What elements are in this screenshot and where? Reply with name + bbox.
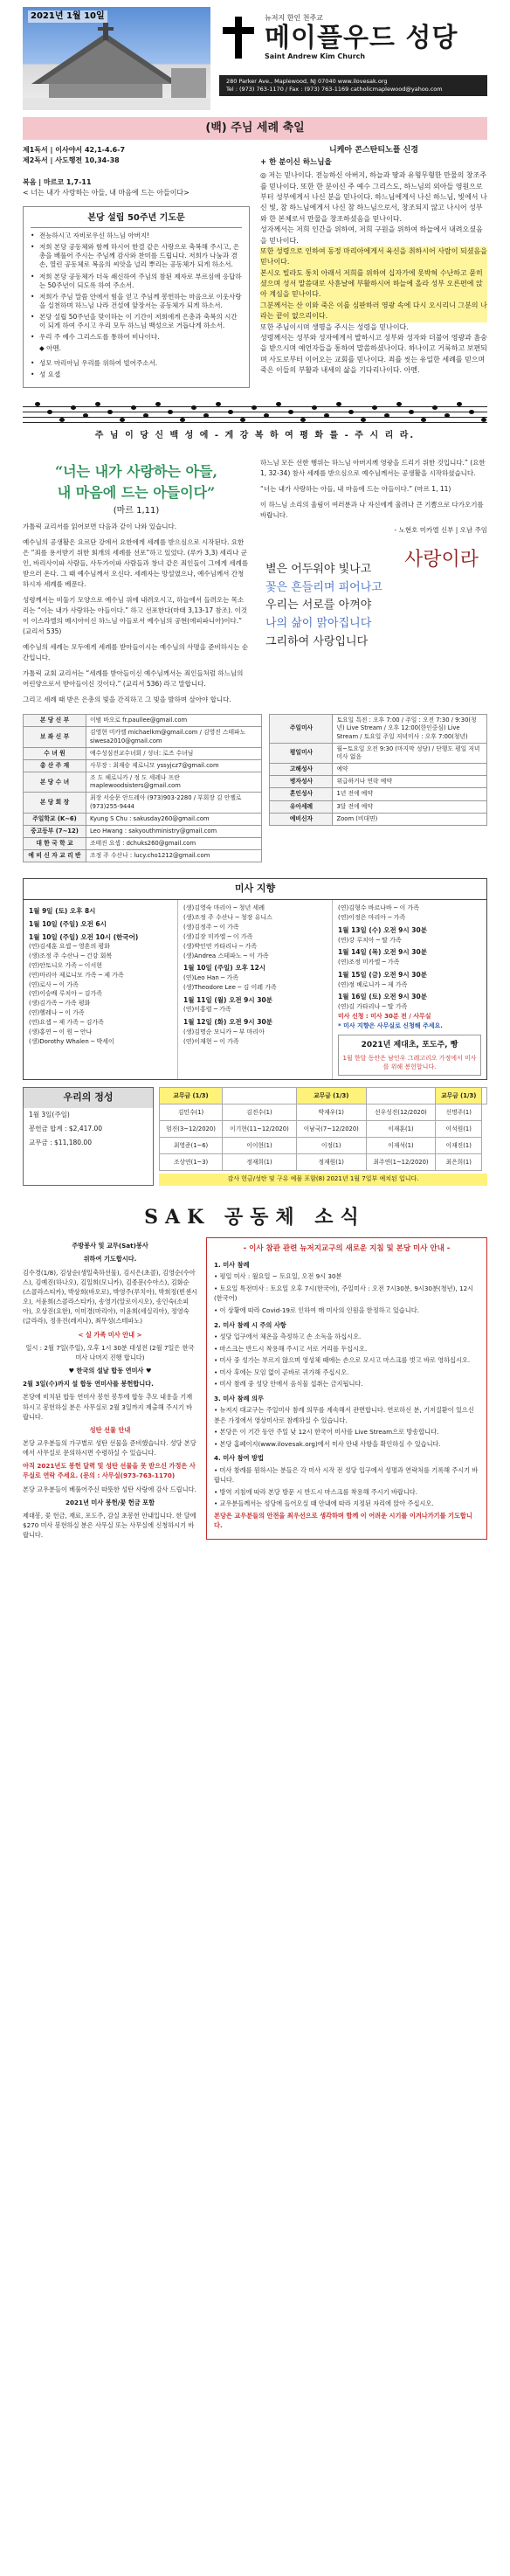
music-note [180,418,185,422]
intention-line: (연)이홍렬 ─ 가족 [183,1006,231,1014]
tithe-cell [482,1088,487,1104]
intention-line: * 미사 지향은 사무실로 신청해 주세요. [338,1021,443,1029]
news-line: 위하여 기도합시다. [83,1255,137,1264]
info-row [270,776,487,788]
intention-line: (연)김형수 바르나바 ─ 이 가족 [338,904,419,912]
intention-line: 1월 16일 (토) 오전 9시 30분 [338,993,427,1001]
calligraphy-art [260,544,487,675]
intention-line: (생)Theodore Lee ─ 김 이레 가족 [183,983,277,991]
news-line: 주방봉사 및 교무(Sat)봉사 [72,1242,148,1250]
intention-line: (연)마리아 제로니모 가족 ─ 제 가족 [29,971,124,979]
music-note [155,402,161,406]
intention-line: 1월 13일 (수) 오전 9시 30분 [338,926,427,935]
news-line: 일시 : 2월 7일(주일), 오후 1시 30분 대성전 (2월 7일은 한국 미사 나머지 진행 합니다) [25,1343,195,1361]
intention-line: 1월 12일 (화) 오전 9시 30분 [183,1018,272,1027]
info-value: Leo Hwang : sakyouthministry@gmail.com [86,825,262,837]
readings-list [23,145,250,199]
music-note [348,410,354,414]
intention-line: 1월 10일 (주일) 오후 12시 [183,964,266,973]
tithe-grid [159,1087,487,1171]
info-label: 주일학교 (K~6) [24,813,86,825]
calligraphy-line: 그리하여 사랑입니다 [265,635,369,649]
reading-line: < 너는 내가 사랑하는 아들, 내 마음에 드는 아들이다> [23,189,190,197]
info-value: 최장 서승문 안드레아 (973)903-2280 / 부회장 김 안젤로 (973)255-9444 [86,793,262,813]
intention-line: (생)홍연 ─ 이 원 ─ 안나 [29,1028,93,1035]
mass-intentions [23,878,487,1080]
info-label: 예비신자 [270,813,333,825]
quote-reference: (마르 1,11) [113,505,160,516]
news-line: 본당 교우분들의 가구별로 성탄 선물을 준비했습니다. 성당 본당에서 사무실로 문의하시면 수령하실 수 있습니다. [23,1438,196,1458]
tithe-cell: 이남국(7~12/2020) [296,1121,366,1138]
guideline-line: • 본당은 이 기간 동안 주일 낮 12시 한국어 미사를 Live Stream으로 방송합니다. [214,1428,439,1437]
intention-line: (생)김명순 모니카 ─ 부 마리아 [183,1028,265,1035]
info-row [24,793,262,813]
music-note [95,402,100,406]
music-note [300,418,306,422]
info-label: 본 당 신 부 [24,715,86,727]
quote-line-1: “너는 내가 사랑하는 아들, [54,462,218,480]
intentions-col-2 [178,900,333,1079]
intention-line: (생)박인연 카타리나 ─ 가족 [183,942,257,950]
homily-paragraph: 가톨릭 교리서를 읽어보면 다음과 같이 나와 있습니다. [23,523,177,531]
news-line: 본당에 비치된 합동 연미사 봉헌 봉투에 합동 추모 내용을 기재하시고 봉헌하실 분은 사무실로 2월 3일까지 제출해 주시기 바랍니다. [23,1393,193,1421]
church-building-illustration [23,7,210,110]
tithe-cell: 조상연(1~3) [160,1154,223,1171]
intention-line: (연)이승배 루치아 ─ 김가족 [29,990,102,998]
tithe-cell: 선우성진(12/2020) [366,1104,436,1121]
info-value: 김영현 미카엘 michaelkm@gmail.com / 김영진 스테파노 siwesa2010@gmail.com [86,727,262,747]
info-row [270,800,487,813]
church-contact: Tel : (973) 763-1170 / Fax : (973) 763-1169 catholicmaplewood@yahoo.com [226,85,443,93]
info-row [270,743,487,763]
info-value: 조 도 헤로니카 / 정 도 세레나 프란 maplewoodsisters@gmail.com [86,772,262,793]
homily-paragraph: 그리고 세례 때 받은 은총의 빛을 간직하고 그 빛을 발하며 살아야 합니다. [23,696,231,704]
music-note [469,410,474,414]
creed-paragraph: 성령께서는 성부와 성자에게서 발하시고 성부와 성자와 더불어 영광과 흠숭을 받으시며 예언자들을 통하여 말씀하셨나이다. 하나이고 거룩하고 보편되며 사도로부터 이어오는 교회를 믿나이다. 죄를 씻는 유일한 세례를 믿으며 죽은 이들의 부활과 내세의 삶을 기다리나이다. 아멘. [260,334,487,375]
info-label: 주일미사 [270,715,333,744]
prayer-item: • 저희 본당 공동체와 함께 하시어 한결 같은 사랑으로 축복해 주시고, 은총을 베풀어 주시는 주님께 감사와 찬미를 드립니다. 저희가 나눔과 겸손, 열린 공동체로 복음의 씨앗을 널리 뿌리는 공동체가 되게 하소서. [31,243,242,269]
prayer-item: • 본당 설립 50주년을 맞이하는 이 기간이 저희에게 은총과 축복의 시간이 되게 하여 주시고 우리 모두 하느님 백성으로 거듭나게 하소서. [31,313,242,330]
news-line: 2021년 미사 봉헌/꽃 헌금 포함 [65,1498,155,1506]
tithe-cell: 김민수(1) [160,1104,223,1121]
info-label: 고해성사 [270,764,333,776]
news-line: < 실 가족 미사 안내 > [78,1330,142,1339]
tithe-cell: 교무금 (1/3) [160,1088,223,1104]
intention-line: 1월 9일 (토) 오후 8시 [29,907,96,916]
tithe-cell: 이재훈(1) [366,1121,436,1138]
intention-line: 1월 15일 (금) 오전 9시 30분 [338,970,427,979]
homily-paragraph: 예수님의 공생활은 요르단 강에서 요한에게 세례를 받으심으로 시작된다. 요한은 “죄를 용서받기 위한 회개의 세례를 선포”하고 있었다. (루카 3,3) 세리나 군인, 바리사이파 사람들, 사두가이파 사람들과 창녀 같은 죄인들이 그에게 세례를 받으러 온다. 그 때 예수님께서 오신다. 세례자는 망설였으나, 예수님께서 간청하시자 세례를 베푼다. [23,538,249,589]
intention-line: (생)조정 주 수산나 ─ 건강 회복 [29,952,113,960]
mass-intentions-title: 미사 지향 [24,879,486,900]
offering-notice [338,1035,481,1077]
anniversary-prayer-items [31,232,242,342]
homily-text [23,522,250,705]
info-row [24,813,262,825]
offerings-note: 감사 헌금/성탄 및 구유 예물 포함(8) 2021년 1월 7일부 예치된 입니다. [159,1174,487,1185]
tithe-row [160,1154,487,1171]
offerings-title: 우리의 정성 [24,1088,153,1108]
community-news-left [23,1237,197,1540]
guideline-line: • 교우분들께서는 성당에 들어오실 때 안내에 따라 지정된 자리에 앉아 주십시오. [214,1499,434,1508]
offerings-section [23,1087,487,1185]
guideline-line: 본당은 교우분들의 안전을 최우선으로 생각하며 함께 이 어려운 시기를 이겨나가기를 기도합니다. [214,1511,472,1530]
creed-paragraph: 또한 주님이시며 생명을 주시는 성령을 믿나이다. [260,322,409,331]
info-label: 본 당 수 녀 [24,772,86,793]
info-row [24,727,262,747]
psalm-music-score [23,397,487,447]
news-line: 제대봉, 꽃 헌금, 재료, 포도주, 감실 초봉헌 안내입니다. 한 달에 $270 미사 봉헌하실 분은 사무실 또는 사무실에 신청하시기 바랍니다. [23,1511,196,1540]
music-note [120,418,125,422]
intention-line: (연)김 가타리나 ─ 딸 가족 [338,1003,408,1011]
creed-paragraph: 본시오 빌라도 통치 아래서 저희를 위하여 십자가에 못박혀 수난하고 묻히셨으며 성서 말씀대로 사흗날에 부활하시어 하늘에 올라 성부 오른편에 앉아 계심을 믿나이다. [260,268,487,301]
address-bar [219,75,487,96]
reading-line: 제2독서 | 사도행전 10,34-38 [23,156,120,164]
prayer-item: • 우리 주 예수 그리스도를 통하여 비나이다. [31,333,242,342]
mass-schedule-table [269,714,487,826]
info-label: 대 한 국 학 교 [24,838,86,850]
staff-table [23,714,262,862]
intention-line: 1월 10일 (주일) 오전 6시 [29,919,107,928]
tithe-cell: 이석원(1) [436,1121,482,1138]
tithe-row [160,1104,487,1121]
news-line: 아직 2021년도 봉헌 달력 및 성탄 선물을 못 받으신 가정은 사무실로 연락 주세요. (문의 : 사무실(973-763-1170) [23,1462,196,1480]
guideline-line: • 평일 미사 : 월요일 ~ 토요일, 오전 9시 30분 [214,1272,342,1281]
church-photo [23,7,210,110]
tithe-row [160,1121,487,1138]
creed-paragraph: 그분께서는 산 이와 죽은 이를 심판하러 영광 속에 다시 오시리니 그분의 나라는 끝이 없으리이다. [260,301,487,322]
header [23,0,487,112]
tithe-cell: 최영준(1~6) [160,1138,223,1154]
tithe-cell: 이이현(1) [223,1138,297,1154]
music-note [288,410,293,414]
homily-paragraph: 이 하느님 소리의 울림이 여러분과 나 자신에게 울려나 큰 기쁨으로 다가오기를 바랍니다. [260,500,484,519]
creed-title: 니케아 콘스탄티노플 신경 [329,145,418,155]
homily-paragraph: 예수님의 세례는 모두에게 세례를 받아들이시는 예수님의 사명을 준비하시는 순간입니다. [23,643,249,662]
homily-signature: - 노현호 미카엘 신부 | 오남 주임 [394,525,487,534]
music-note [59,418,65,422]
music-note [47,410,52,414]
intentions-col-1 [24,900,178,1079]
info-row [24,825,262,837]
homily-paragraph: 성령께서는 비둘기 모양으로 예수님 위에 내려오시고, 하늘에서 들려오는 목소리는 “이는 내가 사랑하는 아들이다.” 하고 선포한다(마태 3,13-17 참조). 이것이 이스라엘의 메시아이신 하느님 아들로서 예수님의 공현(에피파니아)이다.” (교리서 535) [23,596,248,636]
tithe-cell: 교무금 (1/3) [436,1088,482,1104]
tithe-cell: 정재원(1) [296,1154,366,1171]
guideline-line: • 미사 중 성가는 부르지 않으며 영성체 때에는 손으로 모시고 마스크를 벗고 바로 영하십시오. [214,1356,471,1365]
intention-line: (생)Dorothy Whalen ─ 박세이 [29,1037,114,1045]
amen-line: ◆ 아멘. [39,344,62,353]
intentions-col-3 [333,900,486,1079]
guideline-line: • 마스크는 반드시 착용해 주시고 서로 거리를 두십시오. [214,1344,368,1353]
music-note [421,418,426,422]
info-value: 이범 바오로 fr.paullee@gmail.com [86,715,262,727]
intention-line: (연)요셉 ─ 제 가족 ─ 김가족 [29,1018,104,1026]
music-note [276,402,281,406]
tithe-row [160,1088,487,1104]
calligraphy-line: 나의 삶이 맑아집니다 [265,617,372,631]
church-logo [219,7,487,68]
guideline-line: • 미사 참례를 원하시는 분들은 각 미사 시작 전 성당 입구에서 성명과 연락처를 기록해 주시기 바랍니다. [214,1465,479,1485]
calligraphy-line: 꽃은 흔들리며 피어나고 [265,580,382,594]
homily-paragraph: “너는 내가 사랑하는 아들, 내 마음에 드는 아들이다.” (마르 1, 11) [260,484,451,493]
tithe-cell: 신명주(1) [436,1104,482,1121]
tithe-cell: 박재우(1) [296,1104,366,1121]
info-value: 조정 주 수산나 : lucy.cho1212@gmail.com [86,850,262,862]
tithe-cell: 최은희(1) [436,1154,482,1171]
page-3 [0,1198,510,1541]
info-label: 총 산 주 재 [24,759,86,772]
info-label: 중고등부 (7~12) [24,825,86,837]
music-note [361,418,366,422]
intention-line: (생)Andrea 스테파노 ─ 이 가족 [183,952,269,959]
news-line: 2월 3일(수)까지 설 합동 연미사를 봉헌합니다. [23,1380,154,1388]
music-note [107,410,113,414]
info-label: 병자성사 [270,776,333,788]
tithe-cell: 김진수(1) [223,1104,297,1121]
intention-line: (연)로사 ─ 이 가족 [29,980,79,988]
calligraphy-lines [265,561,382,652]
info-row [270,813,487,825]
calligraphy-title: 사랑이라 [403,548,479,571]
guideline-line: 3. 미사 참례 의무 [214,1394,264,1402]
info-value: 사무장 : 최재승 제로니모 yssyjcz7@gmail.com [86,759,262,772]
calligraphy-line: 우리는 서로를 아껴야 [265,599,372,613]
guideline-line: • 토요일 특전미사 : 토요일 오후 7시(한국어), 주일미사 : 오전 7시30분, 9시30분(청년), 12시(한국어) [214,1284,474,1303]
intention-line: 1월 14일 (목) 오전 9시 30분 [338,948,427,957]
info-value: Kyung S Chu : sakusday260@gmail.com [86,813,262,825]
info-value: 3달 전에 예약 [333,800,487,813]
tithe-cell: 이재석(1) [366,1138,436,1154]
intention-line: (생)김가족 ─ 가족 평화 [29,1000,91,1008]
anniversary-prayer-box [23,206,250,388]
tithe-row [160,1138,487,1154]
prayer-tail-item: • 성모 마리아님 우리를 위하여 빌어주소서. [31,359,242,368]
guideline-line: • 방역 지침에 따라 본당 방문 시 반드시 마스크를 착용해 주시기 바랍니다. [214,1487,418,1496]
church-info [23,714,487,862]
intention-line: (연)김세훈 요셉 ─ 영혼의 평화 [29,943,110,951]
church-name-en: Saint Andrew Kim Church [265,52,366,60]
prayer-tail-item: • 성 요셉 [31,370,242,379]
intention-line: (연)강 루치아 ─ 딸 가족 [338,936,402,944]
creed-intro: + 한 분이신 하느님을 [260,157,332,167]
guideline-line: • 본당 홈페이지(www.ilovesak.org)에서 미사 안내 사항을 확인하실 수 있습니다. [214,1439,441,1448]
guideline-line: 2. 미사 참례 시 주의 사항 [214,1320,286,1329]
tithe-cell: 최주연(1~12/2020) [366,1154,436,1171]
info-row [24,715,262,727]
homily-paragraph: 가톨릭 교회 교리서는 “세례를 받아들이신 예수님께서는 죄인들처럼 하느님의 어린양으로서 받아들이신 것이다.” (교리서 536) 라고 말합니다. [23,669,244,689]
info-value: 토요일 특전 : 오후 7:00 / 주일 : 오전 7:30 / 9:30(청년) Live Stream / 오후 12:00(한인중심) Live Stream / 토요일 주일 저녁미사 : 오후 7:00(청년) [333,715,487,744]
info-label: 수 녀 원 [24,747,86,759]
offering-row: 봉헌금 합계 : $2,417.00 [29,1125,103,1133]
music-note [336,402,341,406]
guideline-line: 4. 미사 참여 방법 [214,1454,264,1463]
intention-line: 미사 신청 : 미사 30분 전 / 사무실 [338,1012,431,1020]
cross-icon [219,17,258,59]
anniversary-prayer-tail [31,359,242,379]
music-note [240,418,245,422]
music-note [457,402,462,406]
intention-line: (생)김장 미카엘 ─ 이 가족 [183,932,253,940]
intention-line: (연)Leo Han ─ 가족 [183,974,238,982]
intention-line: (연)안토니오 가족 ─ 이서현 [29,961,102,969]
intention-line: 1월 10일 (주일) 오전 10시 (한국어) [29,932,139,941]
info-row [270,764,487,776]
info-row [24,850,262,862]
info-row [270,715,487,744]
info-label: 본 당 회 장 [24,793,86,813]
intention-line: (생)김영숙 마리아 ─ 청년 세례 [183,904,265,912]
mass-guidelines-box [206,1237,487,1540]
info-row [24,772,262,793]
music-note [228,410,233,414]
reading-line [23,166,250,177]
music-note [216,402,221,406]
info-row [270,788,487,800]
reading-line: 제1독서 | 이사야서 42,1-4.6-7 [23,145,126,154]
info-value: 위급하거나 연락 예약 [333,776,487,788]
tithe-cell: 엄진(3~12/2020) [160,1121,223,1138]
info-value: 조태진 요셉 : dchuks260@gmail.com [86,838,262,850]
music-note [396,402,402,406]
news-line: 성탄 선물 안내 [89,1425,131,1434]
tithe-cell: 교무금 (1/3) [296,1088,366,1104]
info-label: 혼인성사 [270,788,333,800]
church-subtitle: 뉴저지 한인 천주교 [265,13,323,22]
intention-line: (연)이재현 ─ 이 가족 [183,1037,239,1045]
intention-line: (연)헬레나 ─ 이 가족 [29,1009,85,1017]
psalm-lyric: 주 님 이 당 신 백 성 에 - 게 강 복 하 여 평 화 를 - 주 시 리 라. [94,430,416,440]
info-label: 평일미사 [270,743,333,763]
info-row [24,838,262,850]
music-note [481,418,486,422]
feast-banner: (백) 주님 세례 축일 [23,117,487,140]
creed-paragraph: 성자께서는 저희 인간을 위하여, 저희 구원을 위하여 하늘에서 내려오셨음을 믿나이다. [260,225,483,245]
quote-line-2: 내 마음에 드는 아들이다” [57,483,216,501]
reading-line: 복음 | 마르코 1,7-11 [23,177,92,186]
intention-line: (생)조정 주 수산나 ─ 청장 유니스 [183,914,272,922]
creed-paragraph: ◎ 저는 믿나이다. 전능하신 아버지, 하늘과 땅과 유형무형한 만물의 창조주를 믿나이다. 또한 한 분이신 주 예수 그리스도, 하느님의 외아들 영원으로부터 성부에게서 나신 분을 믿나이다. 하느님에게서 나신 하느님, 빛에서 나신 빛, 참 하느님에게서 나신 참 하느님으로서, 창조되지 않고 나시어 성부와 한 본체로서 만물을 창조하셨음을 믿나이다. [260,171,487,223]
creed-paragraph: 또한 성령으로 인하여 동정 마리아에게서 육신을 취하시어 사람이 되셨음을 믿나이다. [260,246,487,268]
guideline-line: • 이 상황에 따라 Covid-19로 인하여 매 미사의 인원을 한정하고 있습니다. [214,1305,419,1314]
offering-title: 2021년 제대초, 포도주, 빵 [361,1040,458,1049]
tithe-cell [223,1088,297,1104]
prayer-item: • 저희 본당 공동체가 더욱 쇄신하여 주님의 참된 제자로 부르심에 응답하는 50주년이 되도록 하여 주소서. [31,273,242,290]
info-value: 예약 [333,764,487,776]
homily-paragraph: 하느님 모든 선한 행위는 하느님 아버지께 영광을 드리기 위한 것입니다.” (요한 1, 32-34) 참사 세례를 받으심으로 예수님께서는 공생활을 시작하셨습니다. [260,458,486,477]
mass-guidelines-list [214,1260,479,1531]
church-name: 메이플우드 성당 [265,22,458,53]
news-line: 김수경(1/8), 김상순(생일축하선물), 김시은(초콜), 김영순(수아스), 김예진(하나오), 김일희(모니카), 김종문(수아스), 김화순(스콜라스티카), 박상희(바오로), 박영주(루치아), 박희정(빈센시오), 서윤희(스콜라스티카), 송영기(알로이시오), 송인숙(소피아), 오상진(요한), 이미경(마리아), 이윤희(세실리아), 정영숙(글라라), 정유진(레지나), 최무성(스테파노) [23,1268,197,1326]
info-value: 월~토요일 오전 9:30 (마지막 성당) / 단행도 평일 저녁 미사 없음 [333,743,487,763]
page-1 [0,0,510,862]
tithe-cell: 정재희(1) [223,1154,297,1171]
intention-line: (연)정 베로니카 ─ 제 가족 [338,980,408,988]
creed-section [260,145,487,388]
music-note [168,410,173,414]
info-value: 예수성심전교수녀회 / 성녀: 로즈 수녀님 [86,747,262,759]
page-2 [0,875,510,1185]
guideline-line: 1. 미사 참례 [214,1260,250,1269]
info-label: 보 좌 신 부 [24,727,86,747]
music-note [409,410,414,414]
info-label: 예 비 신 자 교 리 반 [24,850,86,862]
info-label: 유아세례 [270,800,333,813]
intention-line: 1월 11일 (월) 오전 9시 30분 [183,995,272,1004]
mass-guidelines-head: - 이사 참관 관련 뉴저지교구의 새로운 지침 및 본당 미사 안내 - [243,1244,451,1254]
prayer-item: • 전능하시고 자비로우신 하느님 아버지! [31,232,242,240]
guideline-line: • 미사 참례 중 성당 안에서 음식물 섭취는 금지됩니다. [214,1380,363,1388]
music-note [35,402,40,406]
info-row [24,747,262,759]
info-value: 1년 전에 예약 [333,788,487,800]
tithe-cell: 이기현(11~12/2020) [223,1121,297,1138]
offering-row: 1월 3일(주일) [29,1111,70,1119]
offerings-summary [23,1087,154,1185]
intention-line: (생)김정주 ─ 이 가족 [183,924,239,931]
info-row [24,759,262,772]
intention-line: (연)이정은 마리아 ─ 가족 [338,914,406,922]
guideline-line: • 미사 후에는 모임 없이 곧바로 귀가해 주십시오. [214,1368,349,1376]
tithe-cell: 이정(1) [296,1138,366,1154]
bulletin-date: 2021년 1월 10일 [28,10,107,23]
tithe-cell: 이재진(1) [436,1138,482,1154]
prayer-item: • 저희가 주님 말씀 안에서 힘을 얻고 주님께 봉헌하는 마음으로 이웃사랑을 실천하며 하느님 나라 건설에 앞장서는 공동체가 되게 하소서. [31,293,242,310]
news-line: ♥ 한국의 설날 합동 연미사 ♥ [68,1367,152,1375]
offering-row: 교무금 : $11,180.00 [29,1139,92,1147]
calligraphy-line: 별은 어두워야 빛나고 [265,562,372,576]
gospel-quote [23,461,250,517]
creed-paragraphs [260,170,487,376]
guideline-line: • 뉴저지 대교구는 주일미사 참례 의무를 계속해서 관면합니다. 연로하신 분, 기저질환이 있으신 분은 가정에서 영상미사로 참례하실 수 있습니다. [214,1406,474,1424]
community-news-title: SAK 공동체 소식 [144,1205,366,1229]
intention-line: (연)조정 미카엘 ─ 가족 [338,959,400,966]
info-value: Zoom (비대면) [333,813,487,825]
anniversary-prayer-title: 본당 설립 50주년 기도문 [31,212,242,229]
tithe-cell [366,1088,436,1104]
homily-text-continued [260,458,487,521]
church-address: 280 Parker Ave., Maplewood, NJ 07040 www.ilovesak.org [226,78,388,85]
guideline-line: • 성당 입구에서 체온을 측정하고 손 소독을 하십시오. [214,1333,362,1341]
news-line: 본당 교우분들이 베풀어주신 따뜻한 성탄 사랑에 감사 드립니다. [23,1485,196,1493]
offering-text: 1월 한달 동안은 남인우 그레고리오 가정에서 미사를 위해 봉헌합니다. [342,1054,477,1071]
